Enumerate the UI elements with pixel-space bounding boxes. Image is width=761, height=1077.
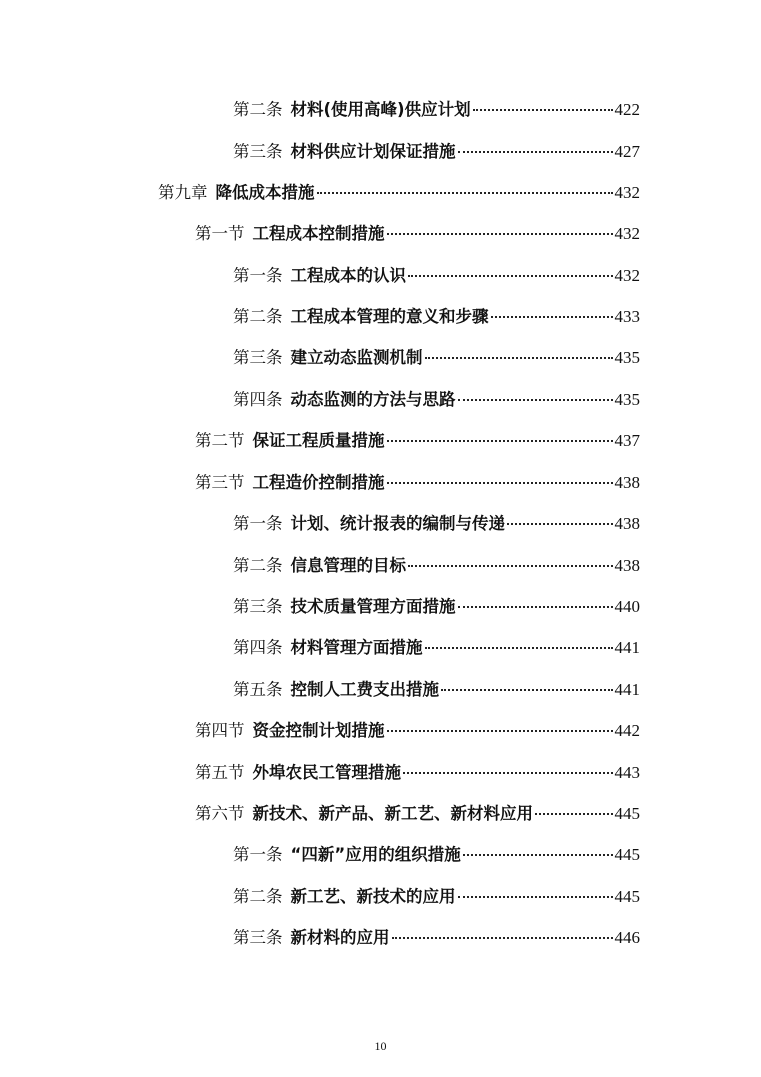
dot-leader — [408, 565, 613, 567]
toc-entry-page: 445 — [614, 887, 640, 906]
dot-leader — [458, 151, 613, 153]
dot-leader — [535, 813, 613, 815]
toc-entry-label: 第四条 — [233, 638, 283, 657]
toc-entry-page: 432 — [614, 224, 640, 243]
dot-leader — [507, 523, 613, 525]
dot-leader — [317, 192, 613, 194]
toc-entry-label: 第一条 — [233, 845, 283, 864]
dot-leader — [425, 357, 613, 359]
toc-entry-page: 435 — [614, 348, 640, 367]
dot-leader — [392, 937, 613, 939]
dot-leader — [387, 730, 613, 732]
toc-entry-label: 第四条 — [233, 390, 283, 409]
toc-entry-title: 技术质量管理方面措施 — [290, 597, 456, 616]
dot-leader — [408, 275, 613, 277]
toc-entry-page: 432 — [614, 266, 640, 285]
toc-entry-page: 445 — [614, 845, 640, 864]
toc-entry-label: 第九章 — [158, 183, 208, 202]
toc-entry-page: 445 — [614, 804, 640, 823]
toc-entry-page: 438 — [614, 473, 640, 492]
toc-entry[interactable] — [233, 926, 640, 950]
toc-entry-title: 信息管理的目标 — [290, 556, 406, 575]
toc-entry-title: 计划、统计报表的编制与传递 — [290, 514, 505, 533]
toc-entry-page: 441 — [614, 680, 640, 699]
dot-leader — [473, 109, 613, 111]
toc-entry-title: 材料供应计划保证措施 — [290, 142, 456, 161]
toc-entry-page: 435 — [614, 390, 640, 409]
dot-leader — [458, 896, 613, 898]
toc-entry-page: 438 — [614, 514, 640, 533]
toc-entry-page: 441 — [614, 638, 640, 657]
toc-entry-title: 工程成本管理的意义和步骤 — [290, 307, 489, 326]
toc-entry[interactable] — [233, 554, 640, 578]
toc-entry[interactable] — [233, 636, 640, 660]
toc-entry-title: 降低成本措施 — [215, 183, 315, 202]
dot-leader — [387, 482, 613, 484]
toc-entry-title: 工程成本的认识 — [290, 266, 406, 285]
dot-leader — [425, 647, 613, 649]
toc-entry-title: 控制人工费支出措施 — [290, 680, 439, 699]
toc-entry-label: 第一条 — [233, 266, 283, 285]
toc-entry-label: 第二节 — [195, 431, 245, 450]
dot-leader — [463, 854, 613, 856]
toc-entry-title: 材料(使用高峰)供应计划 — [290, 100, 471, 119]
toc-entry[interactable] — [195, 222, 640, 246]
toc-entry-page: 437 — [614, 431, 640, 450]
dot-leader — [491, 316, 613, 318]
toc-entry-title: 外埠农民工管理措施 — [252, 763, 401, 782]
toc-entry[interactable] — [233, 388, 640, 412]
toc-entry-label: 第三条 — [233, 928, 283, 947]
toc-entry[interactable] — [195, 429, 640, 453]
toc-entry-label: 第五节 — [195, 763, 245, 782]
toc-entry-title: 新材料的应用 — [290, 928, 390, 947]
toc-entry-page: 433 — [614, 307, 640, 326]
toc-entry-title: 资金控制计划措施 — [252, 721, 385, 740]
toc-entry-page: 432 — [614, 183, 640, 202]
dot-leader — [387, 440, 613, 442]
toc-entry-page: 422 — [614, 100, 640, 119]
toc-entry-page: 443 — [614, 763, 640, 782]
dot-leader — [441, 689, 613, 691]
toc-entry[interactable] — [233, 346, 640, 370]
toc-entry-label: 第二条 — [233, 556, 283, 575]
toc-entry-title: 动态监测的方法与思路 — [290, 390, 456, 409]
toc-entry[interactable] — [233, 595, 640, 619]
toc-entry-page: 427 — [614, 142, 640, 161]
toc-entry[interactable] — [233, 98, 640, 122]
toc-entry-label: 第四节 — [195, 721, 245, 740]
toc-entry[interactable] — [233, 843, 640, 867]
toc-entry-label: 第三条 — [233, 348, 283, 367]
toc-entry-page: 440 — [614, 597, 640, 616]
toc-entry-label: 第三条 — [233, 142, 283, 161]
dot-leader — [387, 233, 613, 235]
toc-entry-page: 442 — [614, 721, 640, 740]
dot-leader — [458, 606, 613, 608]
toc-entry-label: 第三条 — [233, 597, 283, 616]
toc-entry-label: 第二条 — [233, 887, 283, 906]
toc-entry-label: 第一条 — [233, 514, 283, 533]
toc-entry-page: 446 — [614, 928, 640, 947]
toc-entry-label: 第三节 — [195, 473, 245, 492]
toc-entry-title: “四新”应用的组织措施 — [290, 845, 461, 864]
toc-entry-title: 工程造价控制措施 — [252, 473, 385, 492]
toc-entry-label: 第五条 — [233, 680, 283, 699]
toc-entry[interactable] — [233, 264, 640, 288]
toc-entry[interactable] — [195, 761, 640, 785]
toc-entry-title: 新技术、新产品、新工艺、新材料应用 — [252, 804, 533, 823]
toc-entry-title: 材料管理方面措施 — [290, 638, 423, 657]
toc-entry-title: 新工艺、新技术的应用 — [290, 887, 456, 906]
toc-entry[interactable] — [195, 802, 640, 826]
toc-entry-label: 第二条 — [233, 307, 283, 326]
toc-entry-title: 工程成本控制措施 — [252, 224, 385, 243]
toc-entry[interactable] — [233, 512, 640, 536]
toc-entry-label: 第六节 — [195, 804, 245, 823]
toc-entry-title: 保证工程质量措施 — [252, 431, 385, 450]
toc-entry[interactable] — [233, 678, 640, 702]
page-number: 10 — [374, 1039, 387, 1053]
toc-entry-title: 建立动态监测机制 — [290, 348, 423, 367]
toc-entry-label: 第二条 — [233, 100, 283, 119]
toc-entry-label: 第一节 — [195, 224, 245, 243]
dot-leader — [458, 399, 613, 401]
toc-entry[interactable] — [233, 305, 640, 329]
toc-entry[interactable] — [233, 140, 640, 164]
toc-entry-page: 438 — [614, 556, 640, 575]
toc-entry[interactable] — [233, 885, 640, 909]
toc-entry[interactable] — [195, 719, 640, 743]
toc-entry[interactable] — [158, 181, 640, 205]
dot-leader — [403, 772, 613, 774]
toc-entry[interactable] — [195, 471, 640, 495]
